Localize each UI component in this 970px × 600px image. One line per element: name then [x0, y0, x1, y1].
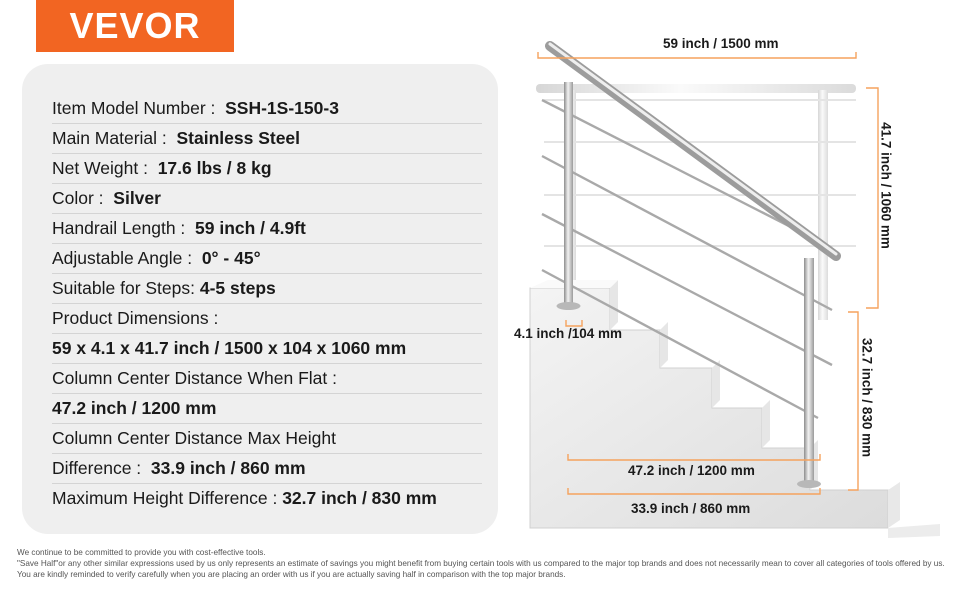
- spec-row: [52, 214, 482, 244]
- max-height-diff-label: 32.7 inch / 830 mm: [859, 337, 875, 458]
- spec-label: Adjustable Angle :: [52, 248, 202, 268]
- spec-value: 0° - 45°: [201, 248, 261, 268]
- disclaimer-line: "Save Half"or any other similar expressions used by us only represents an estimate of savings you might benefit from buying certain tools with us compared to the major top brands and does not necessarily mean to cover all categories of tools offered by us.: [17, 559, 945, 568]
- spec-value: Stainless Steel: [176, 128, 301, 148]
- height-label: 41.7 inch / 1060 mm: [878, 122, 894, 249]
- spec-label: Difference :: [52, 458, 151, 478]
- spec-row: [52, 304, 482, 334]
- spec-row: [52, 394, 482, 424]
- spec-label: Main Material :: [52, 128, 177, 148]
- spec-label: Handrail Length :: [52, 218, 196, 238]
- disclaimer-line: We continue to be committed to provide you with cost-effective tools.: [17, 548, 266, 557]
- flat-distance-label: 47.2 inch / 1200 mm: [628, 463, 755, 478]
- spec-label: Suitable for Steps:: [52, 278, 200, 298]
- spec-row: [52, 94, 482, 124]
- spec-label: Maximum Height Difference :: [52, 488, 283, 508]
- spec-label: Column Center Distance When Flat :: [52, 368, 337, 388]
- spec-label: Color :: [52, 188, 114, 208]
- spec-value: Silver: [113, 188, 161, 208]
- right-post: [804, 258, 814, 482]
- spec-row: [52, 184, 482, 214]
- disclaimer: [17, 547, 947, 580]
- logo-text: VEVOR: [69, 5, 201, 46]
- spec-row: [52, 274, 482, 304]
- spec-row: [52, 454, 482, 484]
- spec-value: SSH-1S-150-3: [225, 98, 339, 118]
- spec-label: Item Model Number :: [52, 98, 226, 118]
- left-post: [564, 82, 573, 304]
- top-length-label: 59 inch / 1500 mm: [663, 36, 779, 51]
- spec-value: 4-5 steps: [199, 278, 276, 298]
- spec-value: 59 x 4.1 x 41.7 inch / 1500 x 104 x 1060 mm: [52, 338, 407, 358]
- railing-diagram: [500, 30, 970, 542]
- spec-row: [52, 124, 482, 154]
- spec-row: [52, 244, 482, 274]
- base-width-label: 4.1 inch /104 mm: [514, 326, 623, 341]
- spec-label: Column Center Distance Max Height: [52, 428, 337, 448]
- spec-value: 47.2 inch / 1200 mm: [52, 398, 217, 418]
- spec-list: [52, 94, 482, 514]
- spec-row: [52, 484, 482, 514]
- spec-value: 59 inch / 4.9ft: [195, 218, 306, 238]
- spec-label: Product Dimensions :: [52, 308, 219, 328]
- spec-row: [52, 334, 482, 364]
- max-height-distance-label: 33.9 inch / 860 mm: [631, 501, 751, 516]
- spec-label: Net Weight :: [52, 158, 158, 178]
- handrail: [550, 46, 836, 256]
- disclaimer-line: You are kindly reminded to verify carefully when you are placing an order with us if you are actually saving half in comparison with the top major brands.: [17, 570, 566, 579]
- spec-value: 32.7 inch / 830 mm: [282, 488, 437, 508]
- spec-row: [52, 424, 482, 454]
- spec-value: 33.9 inch / 860 mm: [150, 458, 306, 478]
- brand-logo: [36, 0, 234, 52]
- spec-row: [52, 154, 482, 184]
- stairs: [530, 280, 940, 538]
- spec-value: 17.6 lbs / 8 kg: [157, 158, 272, 178]
- spec-row: [52, 364, 482, 394]
